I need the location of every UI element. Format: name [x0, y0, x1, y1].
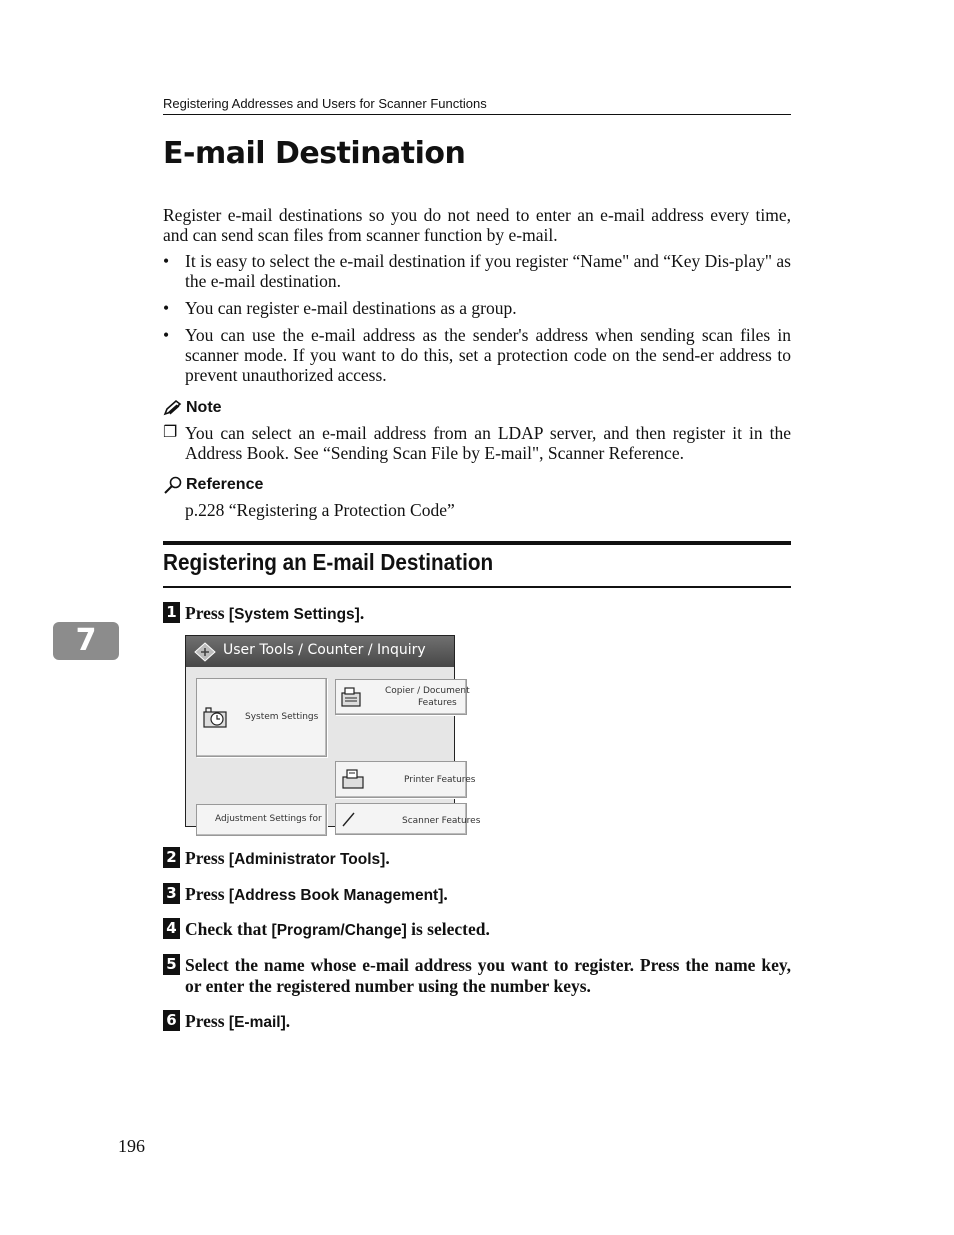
button-label: Printer Features [404, 775, 476, 785]
step-1 [163, 603, 791, 625]
printer-icon [340, 768, 366, 790]
step-2 [163, 848, 791, 870]
clock-tools-icon [202, 706, 228, 730]
note-item [163, 423, 791, 463]
bullet-dot: • [163, 251, 170, 271]
step-text: Press [System Settings]. [185, 603, 365, 623]
running-header: Registering Addresses and Users for Scanner Functions [163, 96, 487, 111]
button-label: Scanner Features [402, 816, 481, 826]
list-item [163, 325, 791, 385]
diamond-icon [194, 642, 216, 662]
section-rule-bottom [163, 586, 791, 588]
step-number: 5 [163, 954, 180, 975]
bullet-dot: • [163, 325, 170, 345]
note-text: You can select an e-mail address from an LDAP server, and then register it in the Address Book. See “Sending Scan File by E-mail", Scanner Reference. [185, 423, 791, 463]
reference-text: p.228 “Registering a Protection Code” [185, 500, 455, 520]
step-6 [163, 1011, 791, 1033]
button-label-line2: Features [418, 698, 457, 708]
step-text: Select the name whose e-mail address you want to register. Press the name key, or enter the registered number using the number keys. [185, 955, 791, 996]
copier-icon [340, 686, 364, 708]
printer-features-button[interactable] [335, 761, 476, 798]
ui-key-label: [System Settings] [228, 606, 360, 623]
magnifier-icon [163, 476, 183, 494]
step-number: 1 [163, 602, 180, 623]
copier-document-features-button[interactable] [335, 679, 470, 715]
reference-heading-label: Reference [186, 476, 264, 494]
button-label: System Settings [245, 712, 319, 722]
step-number: 3 [163, 883, 180, 904]
panel-title: User Tools / Counter / Inquiry [223, 642, 426, 658]
list-item [163, 251, 791, 291]
page-title: E-mail Destination [163, 136, 466, 171]
adjustment-settings-button[interactable] [196, 804, 327, 836]
pencil-icon [163, 400, 183, 416]
note-heading [163, 399, 222, 417]
step-number: 4 [163, 918, 180, 939]
scanner-features-button[interactable] [335, 803, 481, 835]
bullet-list [163, 251, 791, 392]
intro-paragraph: Register e-mail destinations so you do not need to enter an e-mail address every time, and can send scan files from scanner function by e-mail. [163, 205, 791, 245]
step-text: Press [Address Book Management]. [185, 884, 448, 904]
list-item [163, 298, 791, 318]
ui-key-label: [Administrator Tools] [228, 851, 386, 868]
system-settings-button[interactable] [196, 678, 327, 757]
reference-heading [163, 476, 263, 494]
scanner-icon [340, 808, 364, 828]
button-label: Adjustment Settings for [215, 814, 322, 824]
section-rule-top [163, 541, 791, 545]
checkbox-icon: ❐ [163, 424, 178, 441]
note-heading-label: Note [186, 399, 222, 416]
ui-key-label: [E-mail] [228, 1014, 286, 1031]
step-4 [163, 919, 791, 941]
section-heading: Registering an E-mail Destination [163, 549, 494, 575]
chapter-tab: 7 [53, 622, 119, 660]
header-rule [163, 114, 791, 115]
panel-title-bar [186, 636, 454, 667]
bullet-text: It is easy to select the e-mail destination if you register “Name" and “Key Dis-play" as the e-mail destination. [185, 251, 791, 291]
bullet-dot: • [163, 298, 170, 318]
button-label-line1: Copier / Document [385, 686, 470, 696]
control-panel-screenshot [185, 635, 481, 827]
ui-key-label: [Program/Change] [271, 922, 407, 939]
step-number: 2 [163, 847, 180, 868]
step-5 [163, 955, 791, 997]
page-number: 196 [118, 1136, 145, 1156]
bullet-text: You can use the e-mail address as the sender's address when sending scan files in scanner mode. If you want to do this, set a protection code on the send-er address to prevent unauthorized access. [185, 325, 791, 385]
step-3 [163, 884, 791, 906]
bullet-text: You can register e-mail destinations as a group. [185, 298, 517, 318]
step-number: 6 [163, 1010, 180, 1031]
step-text: Press [E-mail]. [185, 1011, 291, 1031]
step-text: Check that [Program/Change] is selected. [185, 919, 490, 939]
ui-key-label: [Address Book Management] [228, 887, 444, 904]
step-text: Press [Administrator Tools]. [185, 848, 390, 868]
